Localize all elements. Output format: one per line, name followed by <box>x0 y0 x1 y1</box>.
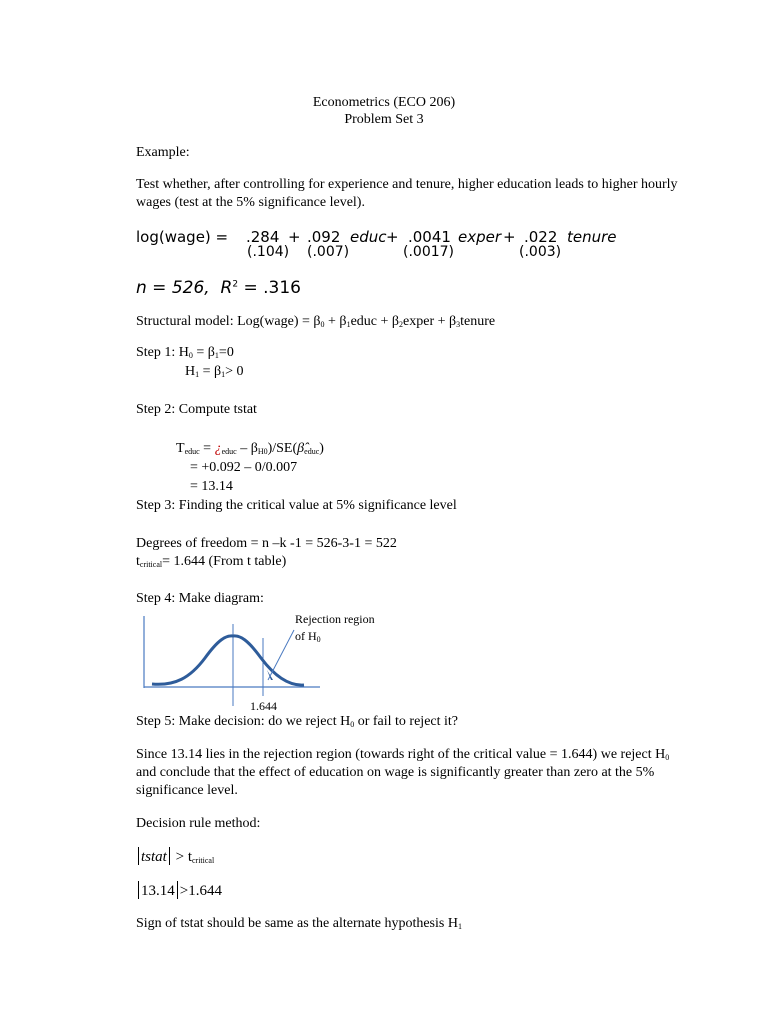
eq-lhs: log(wage) = <box>136 228 229 246</box>
doc-subtitle: Problem Set 3 <box>344 112 424 127</box>
eq-plus-2: + <box>386 228 399 246</box>
eq-se0: (.104) <box>247 244 290 260</box>
question-line-1: Test whether, after controlling for experience and tenure, higher education leads to higher hourly <box>136 177 678 192</box>
eq-c2: .0041 <box>408 228 451 246</box>
step3-tcrit: $t_{critical}= 1.644$ (From t table) <box>136 554 287 569</box>
decision-rule-1: tstat > $t_{critical}$ <box>136 847 214 866</box>
eq-v3: tenure <box>567 228 617 246</box>
step2-label: Step 2: Compute tstat <box>136 402 257 417</box>
decision-label: Decision rule method: <box>136 816 261 831</box>
eq-c3: .022 <box>524 228 558 246</box>
step3-label: Step 3: Finding the critical value at 5% significance level <box>136 498 457 513</box>
eq-se1: (.007) <box>307 244 350 260</box>
example-label: Example: <box>136 145 190 160</box>
eq-plus-1: + <box>288 228 301 246</box>
question-line-2: wages (test at the 5% significance level). <box>136 195 365 210</box>
eq-c0: .284 <box>246 228 280 246</box>
t-distribution-diagram <box>130 608 390 718</box>
structural-model: Structural model: Log(wage) = $\beta_0$ + $\beta_1educ$ + $\beta_2exper$ + $\beta_3tenure$ <box>136 314 496 329</box>
step1-h1: $H_1 = \beta_1> 0$ <box>185 364 244 379</box>
step5-para-2: and conclude that the effect of education on wage is significantly greater than zero at the 5% <box>136 765 655 780</box>
step1-h0: Step 1: $H_0 = \beta_1=0$ <box>136 345 234 360</box>
step4-label: Step 4: Make diagram: <box>136 591 264 606</box>
eq-se3: (.003) <box>519 244 562 260</box>
step2-line3: = 13.14 <box>190 479 233 494</box>
step2-line2: = +0.092 – 0/0.007 <box>190 460 298 475</box>
step5-para-1: Since 13.14 lies in the rejection region (towards right of the critical value = 1.644) we reject $H_0$ <box>136 747 670 762</box>
decision-rule-2: 13.14 >1.644 <box>136 881 222 900</box>
doc-title: Econometrics (ECO 206) <box>312 95 456 110</box>
eq-v1: educ <box>350 228 387 246</box>
eq-stats-r2: R <box>220 278 233 298</box>
rejection-label-2: of H0 <box>295 629 321 644</box>
step5-para-3: significance level. <box>136 783 238 798</box>
sign-line: Sign of tstat should be same as the alternate hypothesis $H_1$ <box>136 916 462 931</box>
step2-formula: $T_{educ}$ = ¿$_{educ}$ – $\beta_{H0})/SE(\betâ_{educ})$ <box>176 441 324 456</box>
eq-se2: (.0017) <box>403 244 455 260</box>
critical-value-label: 1.644 <box>250 699 277 713</box>
bell-curve <box>152 636 304 685</box>
step5-label: Step 5: Make decision: do we reject $H_0$ or fail to reject it? <box>136 714 459 729</box>
rejection-label-1: Rejection region <box>295 612 375 626</box>
rejection-pointer <box>268 630 294 680</box>
eq-v2: exper <box>458 228 502 246</box>
step3-dof: Degrees of freedom = n –k -1 = 526-3-1 = 522 <box>136 536 397 551</box>
eq-stats-r2-exp: 2 <box>232 279 239 290</box>
eq-stats-r2-val: = .316 <box>243 278 301 298</box>
eq-c1: .092 <box>307 228 341 246</box>
eq-stats-n: n = 526, <box>136 278 210 298</box>
eq-plus-3: + <box>503 228 516 246</box>
